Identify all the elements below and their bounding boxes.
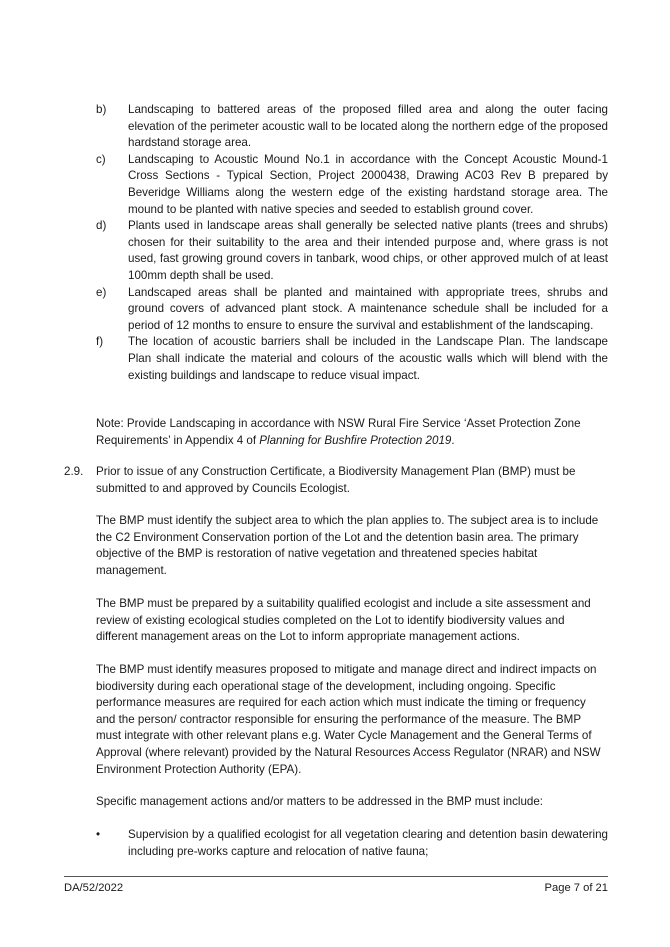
list-item [96, 152, 608, 218]
list-item-label: e) [96, 285, 107, 299]
list-item [96, 285, 608, 335]
note-suffix: . [451, 433, 455, 447]
list-item-text: Plants used in landscape areas shall generally be selected native plants (trees and shrubs) chosen for their suitability to the area and their intended purpose and, where grass is not used, fast growing ground covers in tanbark, wood chips, or other approved mulch of at least 100mm depth shall be used. [128, 219, 608, 282]
list-item-label: d) [96, 219, 107, 233]
section-intro: Prior to issue of any Construction Certificate, a Biodiversity Management Plan (BMP) must be submitted to and approved by Councils Ecologist. [96, 465, 576, 495]
list-item [96, 102, 608, 152]
bullet-text: Supervision by a qualified ecologist for all vegetation clearing and detention basin dewatering including pre-works capture and relocation of native fauna; [128, 828, 608, 858]
list-item-text: Landscaping to Acoustic Mound No.1 in accordance with the Concept Acoustic Mound-1 Cross Sections - Typical Section, Project 2000438, Drawing AC03 Rev B prepared by Beveridge Williams along the western edge of the existing hardstand storage area. The mound to be planted with native species and seeded to establish ground cover. [128, 152, 608, 216]
list-item-label: c) [96, 152, 106, 166]
bullet-item [96, 827, 608, 860]
list-item-text: Landscaping to battered areas of the proposed filled area and along the outer facing elevation of the perimeter acoustic wall to be located along the northern edge of the proposed hardstand storage area. [128, 103, 608, 150]
list-item-label: b) [96, 103, 107, 116]
bullet-icon: • [96, 828, 101, 841]
list-item-label: f) [96, 335, 104, 349]
section-paragraph: The BMP must identify measures proposed to mitigate and manage direct and indirect impacts on biodiversity during each operational stage of the development, including ongoing. Specific performance measures are required for each action which must indicate the timing or frequency and the person/ contractor responsible for ensuring the performance of the measure. The BMP must integrate with other relevant plans e.g. Water Cycle Management and the General Terms of Approval (where relevant) provided by the Natural Resources Access Regulator (NRAR) and NSW Environment Protection Authority (EPA). [96, 663, 601, 776]
footer-page-number: Page 7 of 21 [544, 882, 608, 894]
landscaping-note [96, 416, 608, 449]
note-prefix: Note: Provide Landscaping in accordance with NSW Rural Fire Service ‘Asset Protection Zone Requirements’ in Appendix 4 of [96, 417, 581, 447]
section-paragraph: The BMP must identify the subject area to which the plan applies to. The subject area is to include the C2 Environment Conservation portion of the Lot and the detention basin area. The primary objective of the BMP is restoration of native vegetation and threatened species habitat management. [96, 514, 599, 577]
list-item [96, 334, 608, 384]
list-item-text: Landscaped areas shall be planted and maintained with appropriate trees, shrubs and ground covers of advanced plant stock. A maintenance schedule shall be included for a period of 12 months to ensure to ensure the survival and establishment of the landscaping. [128, 285, 608, 332]
note-italic-title: Planning for Bushfire Protection 2019 [259, 433, 452, 447]
condition-list [96, 102, 608, 384]
section-paragraph: Specific management actions and/or matters to be addressed in the BMP must include: [96, 795, 544, 808]
section-paragraph: The BMP must be prepared by a suitability qualified ecologist and include a site assessment and review of existing ecological studies completed on the Lot to identify biodiversity values and different management areas on the Lot to inform appropriate management actions. [96, 597, 591, 644]
footer-divider [64, 876, 608, 877]
section-number: 2.9. [64, 465, 84, 478]
list-item [96, 218, 608, 284]
list-item-text: The location of acoustic barriers shall be included in the Landscape Plan. The landscape Plan shall indicate the material and colours of the acoustic walls which will blend with the existing buildings and landscape to reduce visual impact. [128, 335, 608, 382]
footer-doc-ref: DA/52/2022 [64, 882, 124, 894]
